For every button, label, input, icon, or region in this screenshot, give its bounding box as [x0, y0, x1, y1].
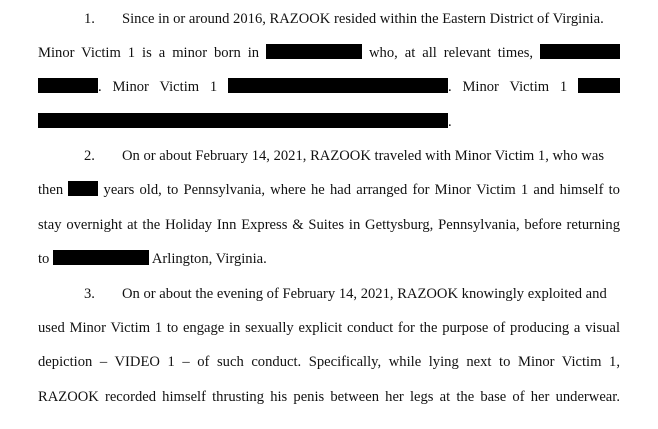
paragraph-3-line-2 — [38, 319, 620, 337]
redaction-bar — [38, 78, 98, 93]
paragraph-3-line-3 — [38, 353, 620, 371]
paragraph-number: 2. — [84, 148, 95, 164]
text: Since in or around 2016, RAZOOK resided within the Eastern District of Virginia. — [122, 11, 604, 27]
paragraph-1-first-line — [84, 10, 604, 28]
redaction-bar — [578, 78, 620, 93]
paragraph-2-first-line — [84, 147, 604, 165]
redaction-bar — [38, 113, 448, 128]
paragraph-3-first-line — [84, 285, 607, 303]
paragraph-2-line-3 — [38, 216, 620, 234]
redaction-bar — [540, 44, 620, 59]
redaction-bar — [228, 78, 448, 93]
redaction-bar — [68, 181, 98, 196]
paragraph-1-line-3 — [38, 78, 620, 96]
paragraph-2-line-2 — [38, 181, 620, 199]
text: RAZOOK recorded himself thrusting his penis between her legs at the base of her underwear. — [38, 389, 620, 405]
text: . — [448, 114, 452, 130]
paragraph-number: 1. — [84, 11, 95, 27]
text: stay overnight at the Holiday Inn Express & Suites in Gettysburg, Pennsylvania, before returning — [38, 217, 620, 233]
text: Arlington, Virginia. — [151, 251, 267, 267]
text: who, at all relevant times, — [369, 45, 534, 61]
text: used Minor Victim 1 to engage in sexually explicit conduct for the purpose of producing a visual — [38, 320, 620, 336]
text: depiction – VIDEO 1 – of such conduct. Specifically, while lying next to Minor Victim 1, — [38, 354, 620, 370]
paragraph-number: 3. — [84, 286, 95, 302]
redaction-bar — [53, 250, 149, 265]
paragraph-2-line-4 — [38, 250, 267, 268]
text: On or about the evening of February 14, 2021, RAZOOK knowingly exploited and — [122, 286, 607, 302]
text: On or about February 14, 2021, RAZOOK traveled with Minor Victim 1, who was — [122, 148, 604, 164]
paragraph-1-line-2 — [38, 44, 620, 62]
text: years old, to Pennsylvania, where he had arranged for Minor Victim 1 and himself to — [103, 182, 620, 198]
text: Minor Victim 1 is a minor born in — [38, 45, 260, 61]
text: . Minor Victim 1 — [98, 79, 218, 95]
redaction-bar — [266, 44, 362, 59]
text: then — [38, 182, 64, 198]
paragraph-3-line-4 — [38, 388, 620, 406]
text: to — [38, 251, 50, 267]
text: . Minor Victim 1 — [448, 79, 568, 95]
paragraph-1-line-4 — [38, 113, 452, 131]
